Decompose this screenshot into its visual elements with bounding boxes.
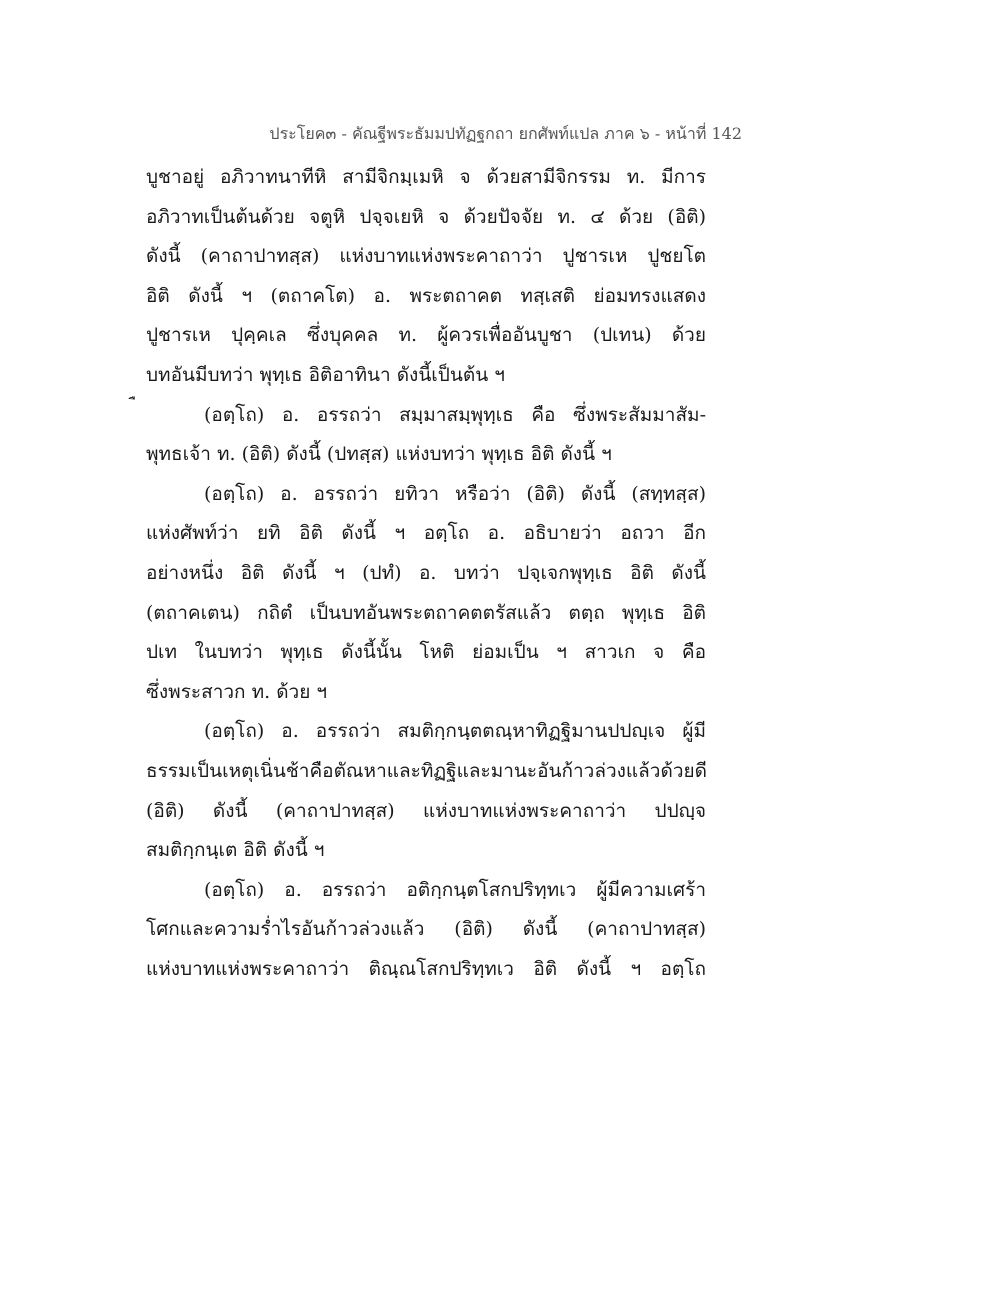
text-line: (ตถาคเตน) กถิตํ เป็นบทอันพระตถาคตตรัสแล้ว ตตฺถ พุทฺเธ อิติ <box>146 601 706 624</box>
text-line: บูชาอยู่ อภิวาทนาทีหิ สามีจิกมฺเมหิ จ ด้วยสามีจิกรรม ท. มีการ <box>146 166 706 188</box>
text-line: (อตฺโถ) อ. อรรถว่า ยทิวา หรือว่า (อิติ) ดังนี้ (สทฺทสฺส) <box>204 482 706 505</box>
text-line: พุทธเจ้า ท. (อิติ) ดังนี้ (ปทสฺส) แห่งบทว่า พุทฺเธ อิติ ดังนี้ ฯ <box>146 443 612 466</box>
text-line: สมติกฺกนฺเต อิติ ดังนี้ ฯ <box>146 839 325 862</box>
page-body <box>146 158 706 989</box>
text-line: บทอันมีบทว่า พุทฺเธ อิติอาทินา ดังนี้เป็นต้น ฯ <box>146 363 505 386</box>
text-line: (อตฺโถ) อ. อรรถว่า สมฺมาสมฺพุทฺเธ คือ ซึ่งพระสัมมาสัม- <box>204 403 706 426</box>
text-line: ธรรมเป็นเหตุเนิ่นช้าคือตัณหาและทิฏฐิและมานะอันก้าวล่วงแล้วด้วยดี <box>146 759 707 782</box>
text-line: อย่างหนึ่ง อิติ ดังนี้ ฯ (ปทํ) อ. บทว่า ปจฺเจกพุทฺเธ อิติ ดังนี้ <box>146 561 706 584</box>
text-line: แห่งศัพท์ว่า ยทิ อิติ ดังนี้ ฯ อตฺโถ อ. อธิบายว่า อถวา อีก <box>146 522 706 545</box>
text-line: (อิติ) ดังนี้ (คาถาปาทสฺส) แห่งบาทแห่งพระคาถาว่า ปปญฺจ <box>146 799 706 822</box>
text-line: โศกและความร่ำไรอันก้าวล่วงแล้ว (อิติ) ดังนี้ (คาถาปาทสฺส) <box>146 918 706 941</box>
text-line: อิติ ดังนี้ ฯ (ตถาคโต) อ. พระตถาคต ทสฺเสติ ย่อมทรงแสดง <box>146 284 706 307</box>
text-line: (อตฺโถ) อ. อรรถว่า สมติกฺกนฺตตณฺหาทิฏฐิมานปปญฺเจ ผู้มี <box>204 720 706 743</box>
text-line: (อตฺโถ) อ. อรรถว่า อติกฺกนฺตโสกปริทฺทเว ผู้มีความเศร้า <box>204 878 706 901</box>
text-line: อภิวาทเป็นต้นด้วย จตูหิ ปจฺจเยหิ จ ด้วยปัจจัย ท. ๔ ด้วย (อิติ) <box>146 205 706 228</box>
text-line: แห่งบาทแห่งพระคาถาว่า ติณฺณโสกปริทฺทเว อิติ ดังนี้ ฯ อตฺโถ <box>146 957 706 980</box>
page-running-header: ประโยค๓ - คัณฐีพระธัมมปทัฏฐกถา ยกศัพท์แปล ภาค ๖ - หน้าที่ 142 <box>269 124 742 143</box>
text-line: ซึ่งพระสาวก ท. ด้วย ฯ <box>146 680 328 703</box>
text-line: ปูชารเห ปุคฺคเล ซึ่งบุคคล ท. ผู้ควรเพื่ออันบูชา (ปเทน) ด้วย <box>146 324 706 347</box>
text-line: ปเท ในบทว่า พุทฺเธ ดังนี้นั้น โหติ ย่อมเป็น ฯ สาวเก จ คือ <box>146 641 706 664</box>
text-line: ดังนี้ (คาถาปาทสฺส) แห่งบาทแห่งพระคาถาว่า ปูชารเห ปูชยโต <box>146 245 706 268</box>
